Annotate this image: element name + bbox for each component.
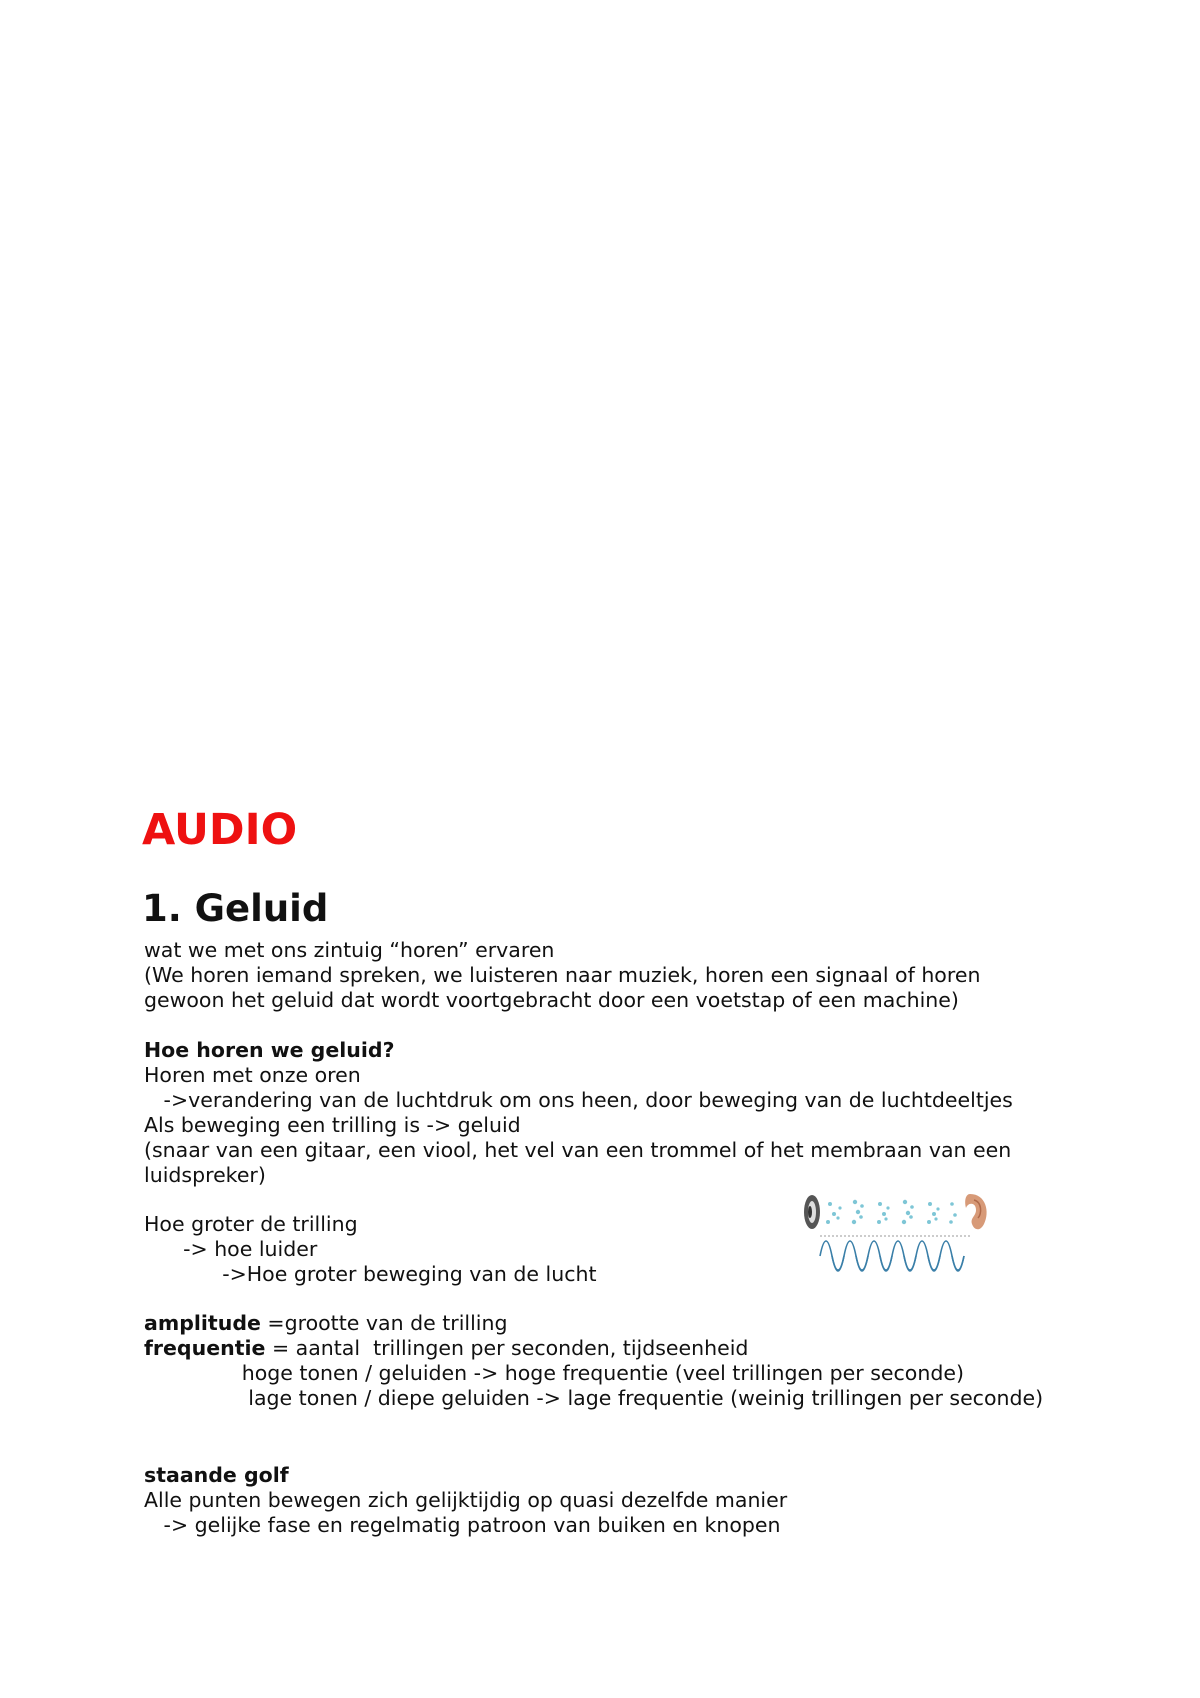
hearing-line-3: Als beweging een trilling is -> geluid [144,1113,521,1137]
intro-line-2: (We horen iemand spreken, we luisteren naar muziek, horen een signaal of horen [144,963,981,987]
hearing-line-2: ->verandering van de luchtdruk om ons heen, door beweging van de luchtdeeltjes [144,1088,1013,1112]
amplitude-term: amplitude [144,1311,261,1335]
intro-line-3: gewoon het geluid dat wordt voortgebracht door een voetstap of een machine) [144,988,959,1012]
vibration-line-2: -> hoe luider [144,1237,318,1261]
amplitude-text: =grootte van de trilling [260,1311,508,1335]
low-tones-line: lage tonen / diepe geluiden -> lage frequentie (weinig trillingen per seconde) [144,1386,1044,1410]
air-particles-icon [826,1200,957,1224]
standing-wave-line-1: Alle punten bewegen zich gelijktijdig op quasi dezelfde manier [144,1488,788,1512]
frequency-term: frequentie [144,1336,266,1360]
vibration-line-3: ->Hoe groter beweging van de lucht [144,1262,597,1286]
vibration-line-1: Hoe groter de trilling [144,1212,358,1236]
document-title: AUDIO [142,805,298,855]
section-heading: 1. Geluid [142,887,329,930]
speaker-icon [804,1195,820,1229]
ear-icon [965,1194,986,1229]
intro-line-1: wat we met ons zintuig “horen” ervaren [144,938,555,962]
amplitude-definition [144,1311,507,1336]
hearing-line-4: (snaar van een gitaar, een viool, het vel van een trommel of het membraan van een [144,1138,1012,1162]
speaker-sound-wave-ear-icon [800,1186,990,1286]
frequency-definition [144,1336,748,1361]
standing-wave-line-2: -> gelijke fase en regelmatig patroon van buiken en knopen [144,1513,781,1537]
hearing-line-1: Horen met onze oren [144,1063,361,1087]
hearing-heading: Hoe horen we geluid? [144,1038,395,1062]
frequency-text: = aantal trillingen per seconden, tijdseenheid [265,1336,749,1360]
standing-wave-heading: staande golf [144,1463,289,1487]
hearing-line-5: luidspreker) [144,1163,266,1187]
high-tones-line: hoge tonen / geluiden -> hoge frequentie (veel trillingen per seconde) [144,1361,964,1385]
